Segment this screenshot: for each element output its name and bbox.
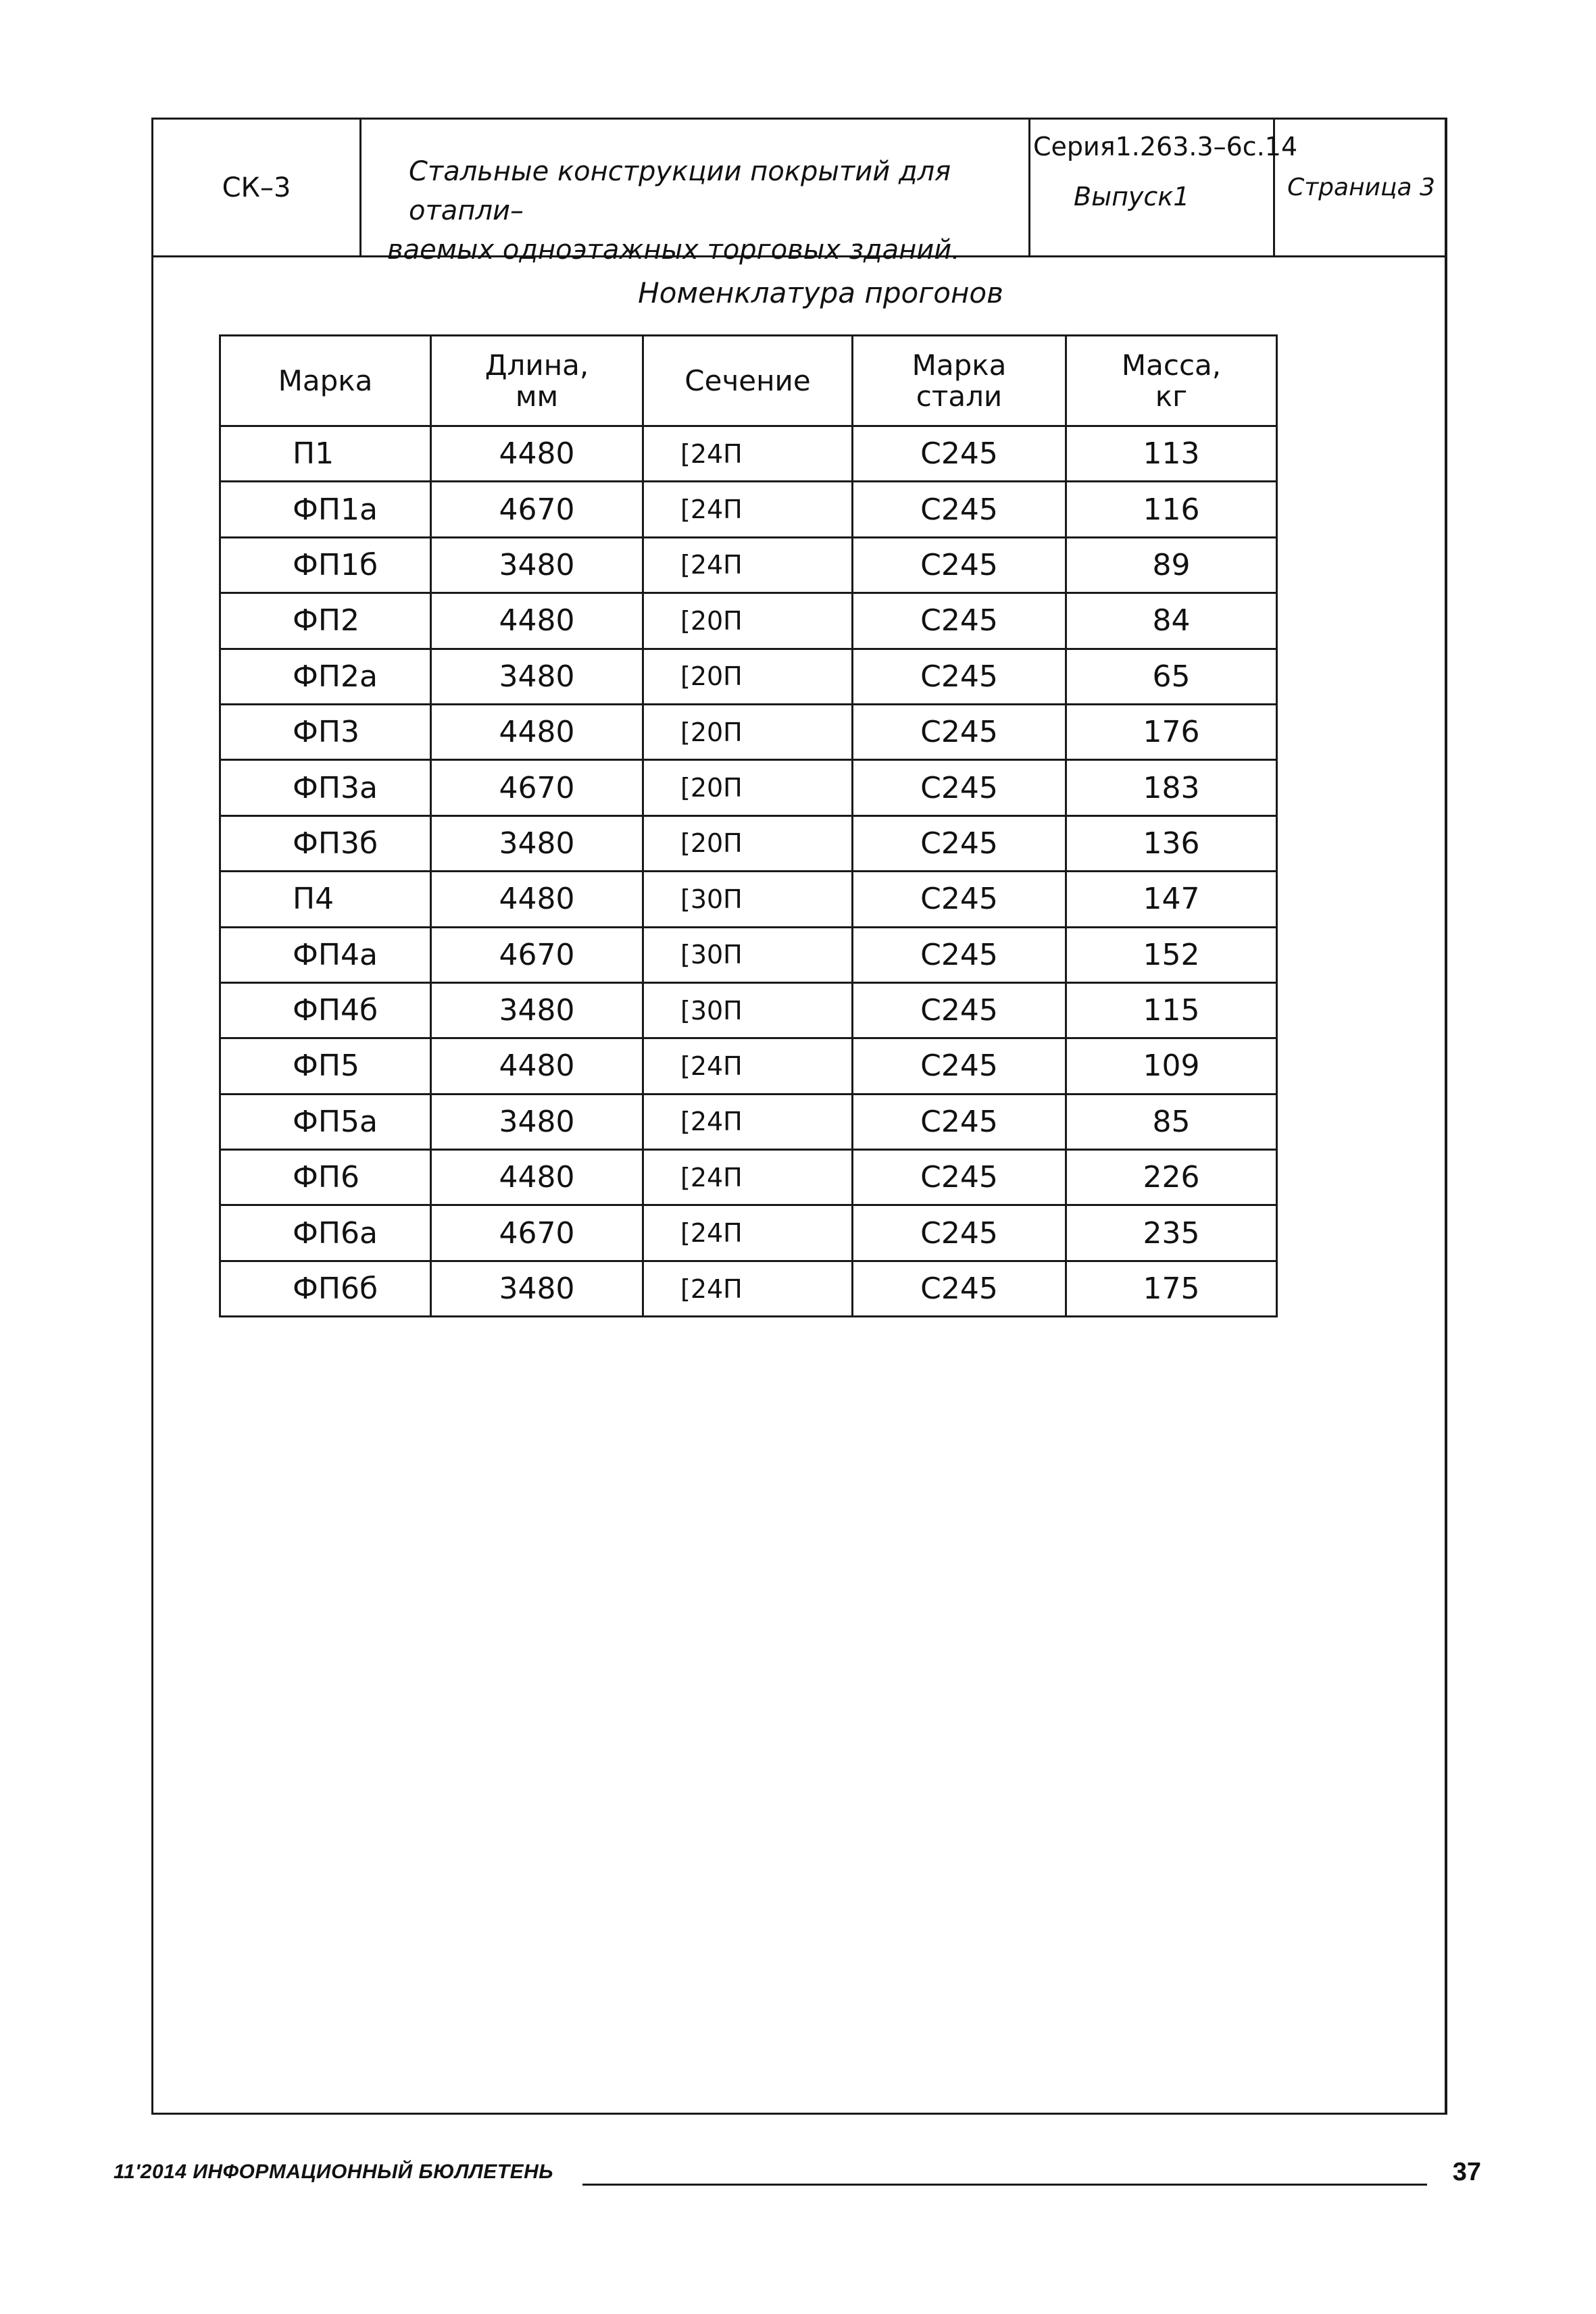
cell-section: [24П [643, 426, 853, 482]
cell-section: [20П [643, 760, 853, 815]
cell-steel-grade: С245 [853, 982, 1066, 1038]
cell-length: 4480 [431, 1038, 643, 1094]
cell-steel-grade: С245 [853, 927, 1066, 982]
cell-section: [24П [643, 1038, 853, 1094]
cell-mark: ФП3 [220, 704, 431, 759]
series-number: Серия1.263.3–6с.14 [1033, 132, 1298, 161]
cell-steel-grade: С245 [853, 426, 1066, 482]
cell-steel-grade: С245 [853, 1205, 1066, 1261]
cell-length: 4480 [431, 593, 643, 649]
cell-section: [30П [643, 927, 853, 982]
sheet-page-label: Страница 3 [1287, 174, 1435, 201]
cell-mass: 84 [1066, 593, 1277, 649]
cell-mass: 65 [1066, 649, 1277, 704]
cell-section: [24П [643, 1094, 853, 1149]
cell-mass: 152 [1066, 927, 1277, 982]
table-header-row [220, 336, 1277, 426]
cell-mark: ФП1а [220, 482, 431, 537]
header-length: Длина, мм [431, 336, 643, 426]
cell-mark: ФП6 [220, 1150, 431, 1205]
cell-mark: ФП3б [220, 815, 431, 871]
cell-mass: 183 [1066, 760, 1277, 815]
drawing-sheet [151, 118, 1447, 2115]
cell-mass: 235 [1066, 1205, 1277, 1261]
table-row [220, 982, 1277, 1038]
cell-mass: 147 [1066, 872, 1277, 927]
table-row [220, 704, 1277, 759]
cell-steel-grade: С245 [853, 704, 1066, 759]
document-title-cell [361, 120, 1030, 266]
cell-mark: ФП1б [220, 537, 431, 593]
cell-section: [24П [643, 537, 853, 593]
cell-length: 3480 [431, 1261, 643, 1316]
bulletin-title: 11'2014 ИНФОРМАЦИОННЫЙ БЮЛЛЕТЕНЬ [114, 2161, 554, 2183]
cell-length: 3480 [431, 815, 643, 871]
header-section: Сечение [643, 336, 853, 426]
table-row [220, 1150, 1277, 1205]
cell-length: 4480 [431, 704, 643, 759]
cell-steel-grade: С245 [853, 1261, 1066, 1316]
table-row [220, 1261, 1277, 1316]
cell-steel-grade: С245 [853, 482, 1066, 537]
cell-steel-grade: С245 [853, 1150, 1066, 1205]
table-body [220, 426, 1277, 1317]
footer-rule [582, 2184, 1427, 2186]
cell-steel-grade: С245 [853, 1038, 1066, 1094]
page-number: 37 [1452, 2158, 1481, 2186]
table-row [220, 1205, 1277, 1261]
cell-length: 3480 [431, 649, 643, 704]
cell-section: [30П [643, 872, 853, 927]
cell-section: [20П [643, 593, 853, 649]
cell-length: 4480 [431, 1150, 643, 1205]
cell-section: [24П [643, 1261, 853, 1316]
cell-steel-grade: С245 [853, 815, 1066, 871]
cell-mark: ФП2 [220, 593, 431, 649]
cell-length: 4670 [431, 1205, 643, 1261]
cell-mark: ФП6б [220, 1261, 431, 1316]
cell-length: 4670 [431, 760, 643, 815]
table-row [220, 649, 1277, 704]
cell-mark: ФП5 [220, 1038, 431, 1094]
drawing-code: СК–3 [222, 172, 291, 203]
page-cell [1275, 120, 1447, 255]
cell-mark: П4 [220, 872, 431, 927]
cell-mark: ФП2а [220, 649, 431, 704]
cell-mass: 85 [1066, 1094, 1277, 1149]
cell-length: 4670 [431, 927, 643, 982]
table-row [220, 1038, 1277, 1094]
cell-length: 4480 [431, 426, 643, 482]
cell-mass: 116 [1066, 482, 1277, 537]
cell-mark: ФП4а [220, 927, 431, 982]
cell-mass: 136 [1066, 815, 1277, 871]
cell-steel-grade: С245 [853, 872, 1066, 927]
drawing-code-cell [153, 120, 361, 255]
cell-mass: 175 [1066, 1261, 1277, 1316]
cell-steel-grade: С245 [853, 1094, 1066, 1149]
table-row [220, 593, 1277, 649]
cell-length: 4480 [431, 872, 643, 927]
cell-mark: П1 [220, 426, 431, 482]
cell-length: 3480 [431, 1094, 643, 1149]
table-row [220, 537, 1277, 593]
table-row [220, 927, 1277, 982]
header-mass: Масса, кг [1066, 336, 1277, 426]
table-row [220, 482, 1277, 537]
cell-section: [20П [643, 815, 853, 871]
cell-length: 3480 [431, 537, 643, 593]
table-title: Номенклатура прогонов [638, 276, 1003, 309]
document-title-line-2: ваемых одноэтажных торговых зданий. [387, 234, 961, 266]
cell-mark: ФП4б [220, 982, 431, 1038]
series-cell [1030, 120, 1298, 255]
cell-length: 4670 [431, 482, 643, 537]
cell-steel-grade: С245 [853, 760, 1066, 815]
cell-steel-grade: С245 [853, 537, 1066, 593]
cell-section: [24П [643, 1205, 853, 1261]
title-block [153, 120, 1445, 266]
cell-mass: 115 [1066, 982, 1277, 1038]
cell-mark: ФП6а [220, 1205, 431, 1261]
cell-mass: 109 [1066, 1038, 1277, 1094]
cell-section: [30П [643, 982, 853, 1038]
table-row [220, 872, 1277, 927]
cell-mark: ФП3а [220, 760, 431, 815]
purlin-nomenclature-table [219, 334, 1278, 1317]
cell-mass: 176 [1066, 704, 1277, 759]
page-footer [114, 2158, 1481, 2194]
cell-mass: 226 [1066, 1150, 1277, 1205]
header-mark: Марка [220, 336, 431, 426]
cell-steel-grade: С245 [853, 649, 1066, 704]
cell-mass: 89 [1066, 537, 1277, 593]
document-title-line-1: Стальные конструкции покрытий для отапли– [409, 156, 951, 226]
table-row [220, 760, 1277, 815]
table-row [220, 815, 1277, 871]
cell-steel-grade: С245 [853, 593, 1066, 649]
table-row [220, 1094, 1277, 1149]
cell-mark: ФП5а [220, 1094, 431, 1149]
cell-length: 3480 [431, 982, 643, 1038]
cell-section: [24П [643, 1150, 853, 1205]
cell-section: [24П [643, 482, 853, 537]
cell-section: [20П [643, 649, 853, 704]
table-row [220, 426, 1277, 482]
header-steel-grade: Марка стали [853, 336, 1066, 426]
cell-section: [20П [643, 704, 853, 759]
cell-mass: 113 [1066, 426, 1277, 482]
issue-number: Выпуск1 [1074, 182, 1190, 211]
